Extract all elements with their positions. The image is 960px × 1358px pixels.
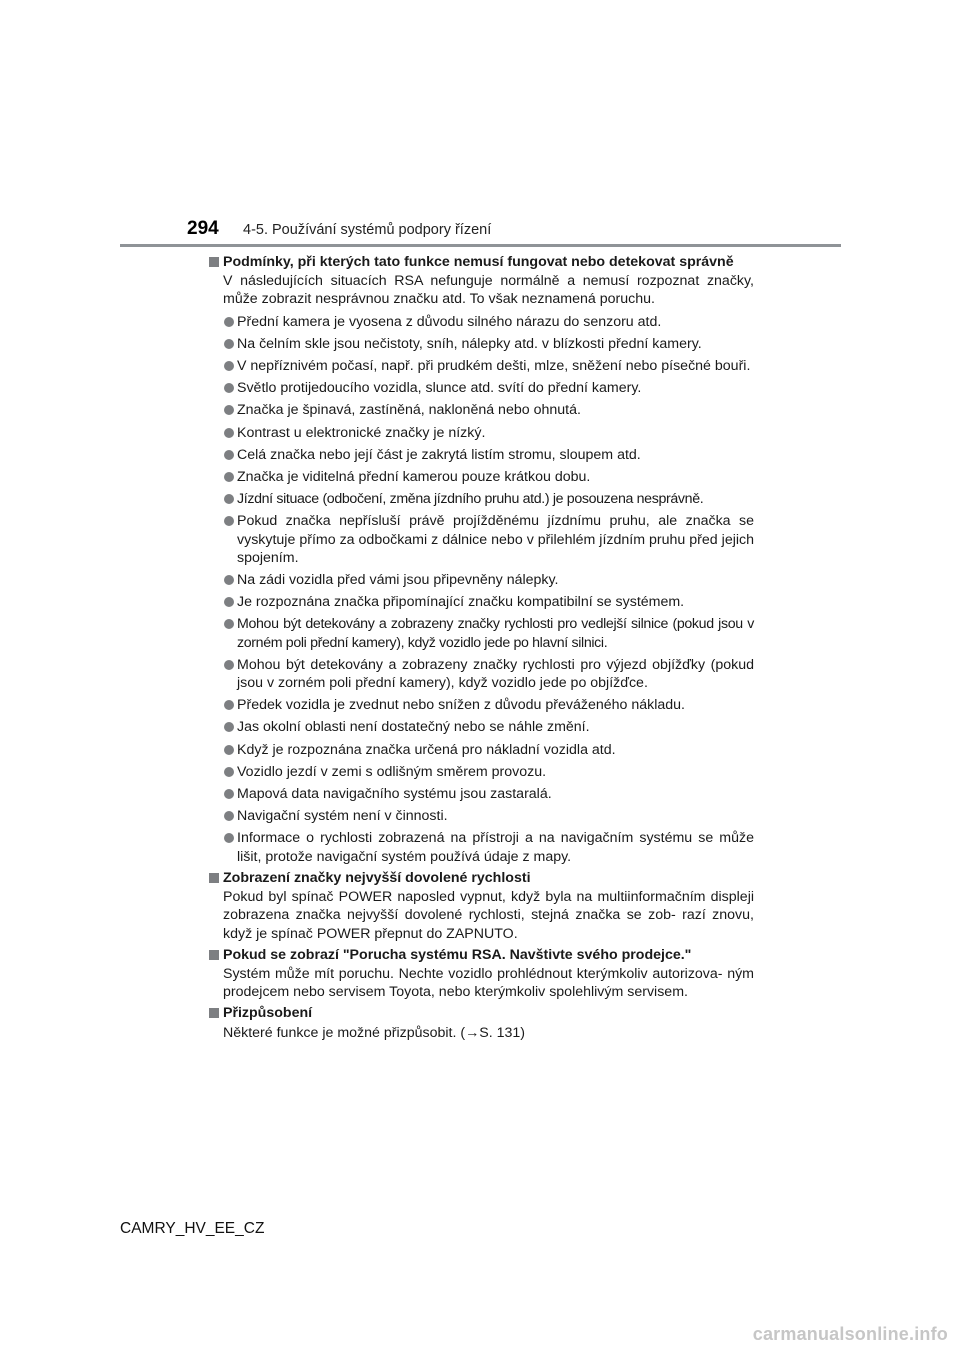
list-item: Světlo protijedoucího vozidla, slunce atd. svítí do přední kamery. <box>223 379 754 397</box>
list-item: Značka je špinavá, zastíněná, nakloněná nebo ohnutá. <box>223 401 754 419</box>
list-item: Mapová data navigačního systému jsou zastaralá. <box>223 785 754 803</box>
header-divider <box>120 244 841 247</box>
watermark-link[interactable]: carmanualsonline.info <box>752 1324 948 1344</box>
round-bullet-icon <box>224 700 234 710</box>
page-content <box>209 253 754 1045</box>
round-bullet-icon <box>224 789 234 799</box>
chapter-title: 4-5. Používání systémů podpory řízení <box>243 222 492 238</box>
square-bullet-icon <box>209 1008 219 1018</box>
round-bullet-icon <box>224 811 234 821</box>
section-heading <box>209 946 754 964</box>
list-item: Přední kamera je vyosena z důvodu silného nárazu do senzoru atd. <box>223 313 754 331</box>
list-item: Vozidlo jezdí v zemi s odlišným směrem provozu. <box>223 763 754 781</box>
section-heading-text: Pokud se zobrazí "Porucha systému RSA. Navštivte svého prodejce." <box>223 946 692 963</box>
list-item: Když je rozpoznána značka určená pro nákladní vozidla atd. <box>223 741 754 759</box>
list-item: Značka je viditelná přední kamerou pouze krátkou dobu. <box>223 468 754 486</box>
round-bullet-icon <box>224 339 234 349</box>
section-body: Pokud byl spínač POWER naposled vypnut, když byla na multiinformačním displeji zobrazena značka nejvyšší dovolené rychlosti, stejná značka se zob- razí znovu, když je spínač POWER přepnut do ZAPNUTO. <box>223 889 754 942</box>
round-bullet-icon <box>224 383 234 393</box>
list-item: Na čelním skle jsou nečistoty, sníh, nálepky atd. v blízkosti přední kamery. <box>223 335 754 353</box>
list-item: Informace o rychlosti zobrazená na přístroji a na navigačním systému se může lišit, protože navigační systém používá údaje z mapy. <box>223 829 754 865</box>
section-heading <box>209 1004 754 1022</box>
list-item: Je rozpoznána značka připomínající značku kompatibilní se systémem. <box>223 593 754 611</box>
list-item: V nepříznivém počasí, např. při prudkém dešti, mlze, sněžení nebo písečné bouři. <box>223 357 754 375</box>
section-speed-limit-display <box>209 869 754 943</box>
section-heading-text: Přizpůsobení <box>223 1005 313 1022</box>
list-item: Pokud značka nepřísluší právě projížděnému jízdnímu pruhu, ale značka se vyskytuje přímo za odbočkami z dálnice nebo v přilehlém jízdním pruhu před jejich spojením. <box>223 512 754 567</box>
section-rsa-malfunction <box>209 946 754 1002</box>
square-bullet-icon <box>209 873 219 883</box>
round-bullet-icon <box>224 575 234 585</box>
round-bullet-icon <box>224 516 234 526</box>
page-number: 294 <box>187 218 219 239</box>
round-bullet-icon <box>224 660 234 670</box>
list-item: Jízdní situace (odbočení, změna jízdního pruhu atd.) je posouzena nesprávně. <box>223 490 754 508</box>
list-item: Jas okolní oblasti není dostatečný nebo se náhle změní. <box>223 718 754 736</box>
list-item: Předek vozidla je zvednut nebo snížen z důvodu převáženého nákladu. <box>223 696 754 714</box>
round-bullet-icon <box>224 597 234 607</box>
square-bullet-icon <box>209 950 219 960</box>
list-item: Celá značka nebo její část je zakrytá listím stromu, sloupem atd. <box>223 446 754 464</box>
round-bullet-icon <box>224 833 234 843</box>
list-item: Na zádi vozidla před vámi jsou připevněny nálepky. <box>223 571 754 589</box>
section-body <box>209 272 754 866</box>
section-heading-text: Podmínky, při kterých tato funkce nemusí fungovat nebo detekovat správně <box>223 254 734 270</box>
round-bullet-icon <box>224 767 234 777</box>
round-bullet-icon <box>224 317 234 327</box>
model-code: CAMRY_HV_EE_CZ <box>120 1220 265 1237</box>
section-heading <box>209 253 754 271</box>
section-intro: V následujících situacích RSA nefunguje normálně a nemusí rozpoznat značky, může zobrazit nesprávnou značku atd. To však neznamená poruchu. <box>223 273 754 308</box>
section-heading <box>209 869 754 887</box>
square-bullet-icon <box>209 257 219 267</box>
section-body: Systém může mít poruchu. Nechte vozidlo prohlédnout kterýmkoliv autorizova- ným prodejcem nebo servisem Toyota, nebo kterýmkoliv spolehlivým servisem. <box>223 965 754 1001</box>
round-bullet-icon <box>224 619 234 629</box>
round-bullet-icon <box>224 722 234 732</box>
round-bullet-icon <box>224 494 234 504</box>
list-item: Mohou být detekovány a zobrazeny značky rychlosti pro vedlejší silnice (pokud jsou v zorném poli přední kamery), když vozidlo jede po hlavní silnici. <box>223 615 754 651</box>
condition-list <box>223 313 754 866</box>
list-item: Mohou být detekovány a zobrazeny značky rychlosti pro výjezd objížďky (pokud jsou v zorném poli přední kamery), když vozidlo jede po objížďce. <box>223 656 754 692</box>
round-bullet-icon <box>224 428 234 438</box>
section-detection-conditions <box>209 253 754 866</box>
round-bullet-icon <box>224 745 234 755</box>
round-bullet-icon <box>224 472 234 482</box>
section-heading-text: Zobrazení značky nejvyšší dovolené rychlosti <box>223 869 531 886</box>
section-customization <box>209 1004 754 1041</box>
list-item: Kontrast u elektronické značky je nízký. <box>223 424 754 442</box>
round-bullet-icon <box>224 450 234 460</box>
round-bullet-icon <box>224 361 234 371</box>
list-item: Navigační systém není v činnosti. <box>223 807 754 825</box>
section-body: Některé funkce je možné přizpůsobit. (→S. 131) <box>223 1024 526 1041</box>
round-bullet-icon <box>224 405 234 415</box>
